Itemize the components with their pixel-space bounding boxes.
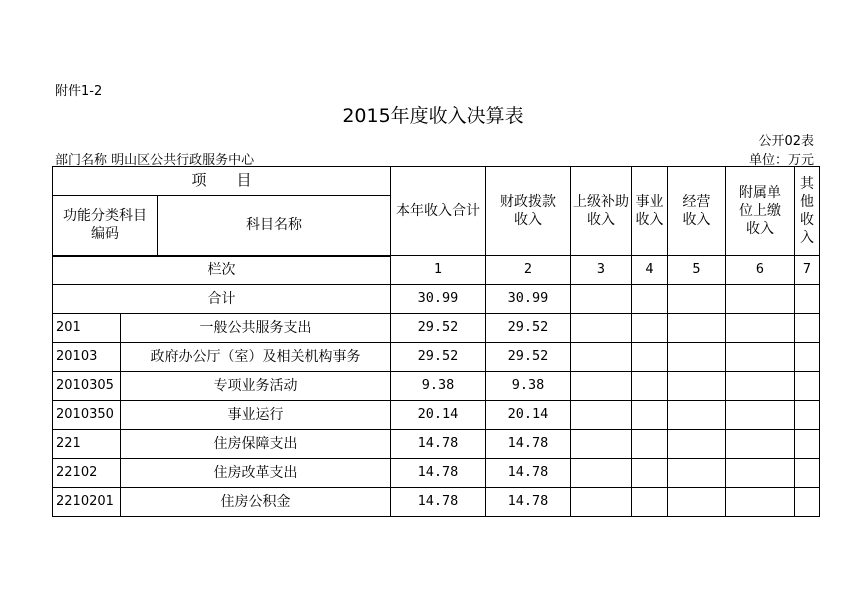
header-col-other — [795, 167, 820, 256]
row-cell — [632, 372, 668, 401]
header-col-operating-label: 经营收入 — [682, 193, 711, 228]
row-cell — [571, 459, 632, 488]
row-cell — [668, 459, 726, 488]
row-cell — [795, 314, 820, 343]
total-fiscal: 30.99 — [486, 285, 571, 314]
row-cell — [632, 343, 668, 372]
row-fiscal: 20.14 — [486, 401, 571, 430]
row-fiscal: 29.52 — [486, 343, 571, 372]
row-code: 2010350 — [53, 401, 121, 430]
row-name: 事业运行 — [121, 401, 391, 430]
row-name: 住房公积金 — [121, 488, 391, 517]
header-row-1 — [53, 167, 820, 196]
total-row — [53, 285, 820, 314]
total-affiliated — [726, 285, 795, 314]
row-cell — [726, 343, 795, 372]
header-func-code — [53, 196, 158, 256]
row-cell — [632, 488, 668, 517]
row-fiscal: 9.38 — [486, 372, 571, 401]
header-col-operating — [668, 167, 726, 256]
column-index-6: 6 — [726, 256, 795, 285]
row-cell — [668, 430, 726, 459]
row-code: 2010305 — [53, 372, 121, 401]
column-index-7: 7 — [795, 256, 820, 285]
row-name: 住房保障支出 — [121, 430, 391, 459]
header-item: 项 目 — [53, 167, 391, 196]
row-cell — [668, 314, 726, 343]
income-table — [52, 166, 820, 517]
row-cell — [668, 343, 726, 372]
row-cell — [795, 372, 820, 401]
column-index-3: 3 — [571, 256, 632, 285]
total-upper — [571, 285, 632, 314]
row-cell — [795, 401, 820, 430]
row-cell — [726, 372, 795, 401]
row-cell — [795, 430, 820, 459]
row-cell — [571, 430, 632, 459]
table-row — [53, 430, 820, 459]
column-index-1: 1 — [391, 256, 486, 285]
row-total: 29.52 — [391, 343, 486, 372]
row-cell — [632, 459, 668, 488]
row-cell — [795, 488, 820, 517]
column-index-label: 栏次 — [53, 256, 391, 285]
table-row — [53, 488, 820, 517]
table-row — [53, 401, 820, 430]
total-income: 30.99 — [391, 285, 486, 314]
total-label: 合计 — [53, 285, 391, 314]
row-cell — [726, 401, 795, 430]
attachment-label: 附件1-2 — [55, 84, 103, 99]
row-cell — [668, 401, 726, 430]
row-total: 14.78 — [391, 488, 486, 517]
row-name: 住房改革支出 — [121, 459, 391, 488]
row-code: 22102 — [53, 459, 121, 488]
column-index-row — [53, 256, 820, 285]
row-fiscal: 14.78 — [486, 430, 571, 459]
header-col-fiscal — [486, 167, 571, 256]
total-operating — [668, 285, 726, 314]
header-col-business — [632, 167, 668, 256]
row-name: 一般公共服务支出 — [121, 314, 391, 343]
row-total: 14.78 — [391, 459, 486, 488]
header-col-affiliated-label: 附属单位上缴收入 — [739, 184, 781, 238]
row-cell — [726, 430, 795, 459]
row-cell — [795, 459, 820, 488]
row-total: 29.52 — [391, 314, 486, 343]
header-col-upper — [571, 167, 632, 256]
row-total: 9.38 — [391, 372, 486, 401]
row-cell — [668, 372, 726, 401]
unit-label: 单位：万元 — [748, 153, 814, 168]
row-name: 政府办公厅（室）及相关机构事务 — [121, 343, 391, 372]
row-cell — [571, 314, 632, 343]
header-func-code-label: 功能分类科目编码 — [63, 208, 147, 243]
row-name: 专项业务活动 — [121, 372, 391, 401]
header-col-total — [391, 167, 486, 256]
row-cell — [795, 343, 820, 372]
header-col-fiscal-label: 财政拨款收入 — [500, 193, 556, 228]
column-index-2: 2 — [486, 256, 571, 285]
total-other — [795, 285, 820, 314]
row-cell — [632, 314, 668, 343]
row-fiscal: 29.52 — [486, 314, 571, 343]
row-code: 2210201 — [53, 488, 121, 517]
row-code: 221 — [53, 430, 121, 459]
column-index-4: 4 — [632, 256, 668, 285]
row-cell — [632, 401, 668, 430]
row-fiscal: 14.78 — [486, 459, 571, 488]
header-col-affiliated — [726, 167, 795, 256]
row-cell — [726, 459, 795, 488]
form-number: 公开02表 — [758, 134, 814, 149]
row-cell — [632, 430, 668, 459]
row-total: 20.14 — [391, 401, 486, 430]
header-col-total-label: 本年收入合计 — [396, 202, 480, 219]
row-total: 14.78 — [391, 430, 486, 459]
header-col-other-label: 其他收入 — [800, 175, 814, 247]
header-col-business-label: 事业收入 — [635, 193, 664, 228]
table-row — [53, 314, 820, 343]
table-row — [53, 459, 820, 488]
department-name: 部门名称 明山区公共行政服务中心 — [55, 153, 255, 168]
row-code: 20103 — [53, 343, 121, 372]
row-cell — [571, 372, 632, 401]
row-fiscal: 14.78 — [486, 488, 571, 517]
row-cell — [668, 488, 726, 517]
row-code: 201 — [53, 314, 121, 343]
total-business — [632, 285, 668, 314]
row-cell — [571, 488, 632, 517]
row-cell — [571, 343, 632, 372]
row-cell — [726, 314, 795, 343]
row-cell — [571, 401, 632, 430]
header-col-upper-label: 上级补助收入 — [573, 193, 629, 228]
row-cell — [726, 488, 795, 517]
page-title: 2015年度收入决算表 — [342, 105, 524, 127]
column-index-5: 5 — [668, 256, 726, 285]
table-row — [53, 343, 820, 372]
table-row — [53, 372, 820, 401]
header-subject: 科目名称 — [158, 196, 391, 256]
